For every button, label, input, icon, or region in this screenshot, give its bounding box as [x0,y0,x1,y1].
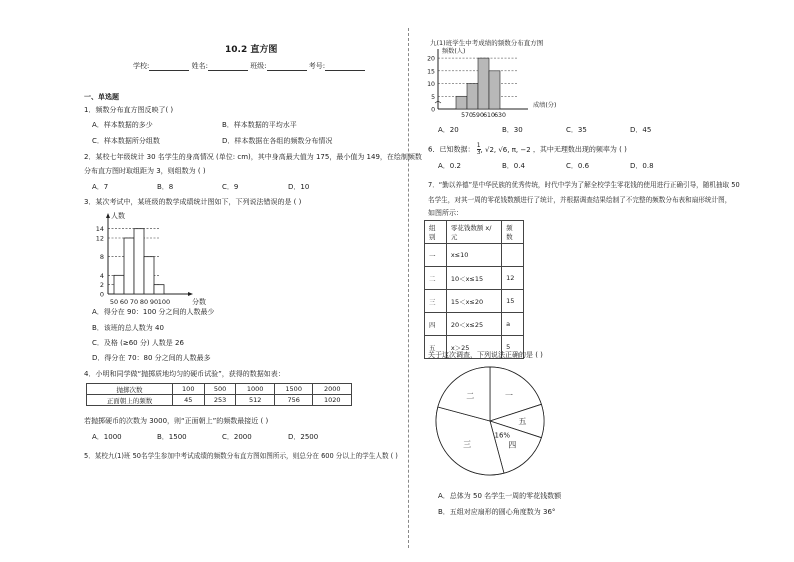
q7-stem-line1: 7．“勤以养德”是中华民族的优秀传统，时代中学为了解全校学生零花钱的使用进行正确引导，随机抽取 50 [428,181,740,189]
histogram-bar [134,229,144,294]
q2-option-c[interactable]: C．9 [222,183,239,191]
x-axis-label: 分数 [192,298,206,306]
q4-option-b[interactable]: B．1500 [157,433,187,441]
table-header: 组别 [425,221,447,244]
q1-stem: 1．频数分布直方图反映了( ) [84,106,174,114]
x-tick-label: 100 [157,298,171,306]
table-cell: 抛掷次数 [87,384,173,395]
y-tick-label: 20 [427,55,435,63]
histogram-bar [114,275,124,294]
class-blank[interactable] [267,63,307,71]
name-blank[interactable] [208,63,248,71]
table-cell: 二 [425,267,447,290]
q6-option-b[interactable]: B．0.4 [502,162,525,170]
x-tick-label: 90 [149,298,159,306]
q7-follow: 关于这次调查，下列说法正确的是 ( ) [428,351,543,359]
q6-stem-suffix: ，其中无理数出现的频率为 ( ) [532,145,627,154]
q3-histogram [84,208,214,306]
q5-option-c[interactable]: C．35 [566,126,587,134]
table-cell: 2000 [313,384,352,395]
class-label: 班级: [250,62,267,70]
pie-slice-label: 五 [518,417,527,426]
table-row [425,221,524,244]
table-cell: 756 [274,395,313,406]
table-cell: 100 [172,384,204,395]
q7-stem-line2: 名学生，对其一周的零花钱数额进行了统计，并根据调查结果绘制了不完整的频数分布表和扇形统计图， [428,196,732,204]
name-label: 姓名: [191,62,208,70]
pie-slice-label: 三 [463,439,472,449]
x-tick-label: 70 [129,298,139,306]
q2-option-a[interactable]: A．7 [92,183,109,191]
table-row [425,267,524,290]
table-cell: 45 [172,395,204,406]
x-tick-label: 570 [461,112,473,119]
q7-pie-chart [432,363,552,481]
y-tick-label: 4 [99,271,104,280]
q5-chart-title: 九(1)班学生中考成绩的频数分布直方图 [430,39,544,47]
pie-slice-label: 二 [466,391,475,401]
table-cell: x≤10 [446,244,501,267]
y-tick-label: 12 [95,234,104,243]
x-tick-label: 590 [472,112,484,119]
q7-frequency-table [424,220,524,359]
table-row [425,244,524,267]
q5-stem: 5．某校九(1)班 50名学生参加中考试成绩的频数分布直方图如图所示，则总分在 600 分以上的学生人数 ( ) [84,452,398,460]
q6-data-list: $\frac{1}{3}$ , √2, √6, π, −2 [476,142,533,156]
table-cell: a [502,313,524,336]
y-axis-arrow [106,213,110,218]
table-cell: 10＜x≤15 [446,267,501,290]
q7-option-b[interactable]: B．五组对应扇形的圆心角度数为 36° [438,508,556,516]
table-cell [502,244,524,267]
q2-option-b[interactable]: B．8 [157,183,174,191]
q6-stem [428,143,627,156]
q1-option-d[interactable]: D．样本数据在各组的频数分布情况 [222,137,333,145]
section-heading: 一、单选题 [84,93,119,101]
q4-option-a[interactable]: A．1000 [92,433,122,441]
table-cell: x＞25 [446,336,501,359]
q1-option-c[interactable]: C．样本数据所分组数 [92,137,160,145]
table-cell: 512 [236,395,275,406]
table-row [425,290,524,313]
table-cell: 1000 [236,384,275,395]
page-title: 10.2 直方图 [225,45,278,55]
table-header: 零花钱数额 x/元 [446,221,501,244]
y-tick-label: 14 [95,225,104,234]
histogram-bar [456,96,467,109]
student-info-line [133,61,365,71]
q7-option-a[interactable]: A．总体为 50 名学生一周的零花钱数额 [438,492,562,500]
q2-stem-line2: 分布直方图时取组距为 3，则组数为 ( ) [84,167,206,175]
x-tick-label: 80 [139,298,149,306]
pie-slice-label: 一 [505,390,514,400]
table-cell: 1020 [313,395,352,406]
table-row [425,313,524,336]
q3-option-a[interactable]: A．得分在 90：100 分之间的人数最少 [92,308,215,316]
q5-option-b[interactable]: B．30 [502,126,523,134]
table-cell: 五 [425,336,447,359]
q7-stem-line3: 如图所示： [428,209,463,217]
y-tick-label: 8 [99,253,104,262]
table-cell: 12 [502,267,524,290]
q4-option-c[interactable]: C．2000 [222,433,252,441]
q6-option-c[interactable]: C．0.6 [566,162,590,170]
table-cell: 三 [425,290,447,313]
table-cell: 四 [425,313,447,336]
table-row [87,384,352,395]
q4-stem: 4．小明和同学做“抛掷质地均匀的硬币试验”，获得的数据如表： [84,370,285,378]
x-tick-label: 60 [119,298,129,306]
q5-option-a[interactable]: A．20 [438,126,459,134]
q2-stem-line1: 2．某校七年级统计 30 名学生的身高情况 (单位: cm)，其中身高最大值为 175，最小值为 149，在绘制频数 [84,153,422,161]
table-cell: 15＜x≤20 [446,290,501,313]
q5-option-d[interactable]: D．45 [630,126,652,134]
table-header: 频数 [502,221,524,244]
histogram-bar [124,238,134,294]
histogram-bar [478,58,489,109]
table-cell: 正面朝上的频数 [87,395,173,406]
pie-percent-label: 16% [494,431,511,440]
school-blank[interactable] [149,63,189,71]
q6-option-d[interactable]: D．0.8 [630,162,654,170]
number-label: 考号: [308,62,326,70]
y-tick-label: 15 [427,68,435,76]
table-cell: 253 [204,395,236,406]
x-axis-label: 成绩(分) [533,102,557,109]
table-cell: 20＜x≤25 [446,313,501,336]
column-divider [408,28,409,548]
q3-option-c[interactable]: C．及格 (≥60 分) 人数是 26 [92,339,184,347]
q3-option-b[interactable]: B．该班的总人数为 40 [92,324,164,332]
number-blank[interactable] [325,63,365,71]
q1-option-a[interactable]: A．样本数据的多少 [92,121,153,129]
q5-histogram [420,47,570,119]
q4-option-d[interactable]: D．2500 [288,433,319,441]
histogram-bar [154,285,164,294]
y-tick-label: 0 [431,106,435,114]
x-axis-arrow [188,292,193,296]
y-axis-label: 人数 [111,212,125,220]
histogram-bar [467,84,478,109]
q4-follow: 若抛掷硬币的次数为 3000，则“正面朝上”的频数最接近 ( ) [84,417,269,425]
table-cell: 500 [204,384,236,395]
table-cell: 15 [502,290,524,313]
school-label: 学校: [133,62,150,70]
q6-stem-prefix: 6．已知数据： [428,145,475,154]
q3-stem: 3．某次考试中，某班级的数学成绩统计图如下，下列说法错误的是 ( ) [84,198,302,206]
x-tick-label: 610 [483,112,495,119]
q3-option-d[interactable]: D．得分在 70：80 分之间的人数最多 [92,354,211,362]
table-cell: 一 [425,244,447,267]
histogram-bar [489,71,500,109]
x-tick-label: 630 [494,112,506,119]
q1-option-b[interactable]: B．样本数据的平均水平 [222,121,297,129]
y-tick-label: 2 [99,281,104,290]
y-axis-label: 频数(人) [442,48,466,55]
y-tick-label: 10 [427,81,435,89]
y-tick-label: 5 [431,93,435,101]
y-tick-label: 0 [99,290,104,299]
x-tick-label: 50 [109,298,119,306]
q2-option-d[interactable]: D．10 [288,183,310,191]
pie-slice-label: 四 [508,440,517,450]
table-row [87,395,352,406]
table-cell: 1500 [274,384,313,395]
histogram-bar [144,257,154,294]
q4-table [86,383,352,406]
table-cell: 5 [502,336,524,359]
q6-option-a[interactable]: A．0.2 [438,162,461,170]
